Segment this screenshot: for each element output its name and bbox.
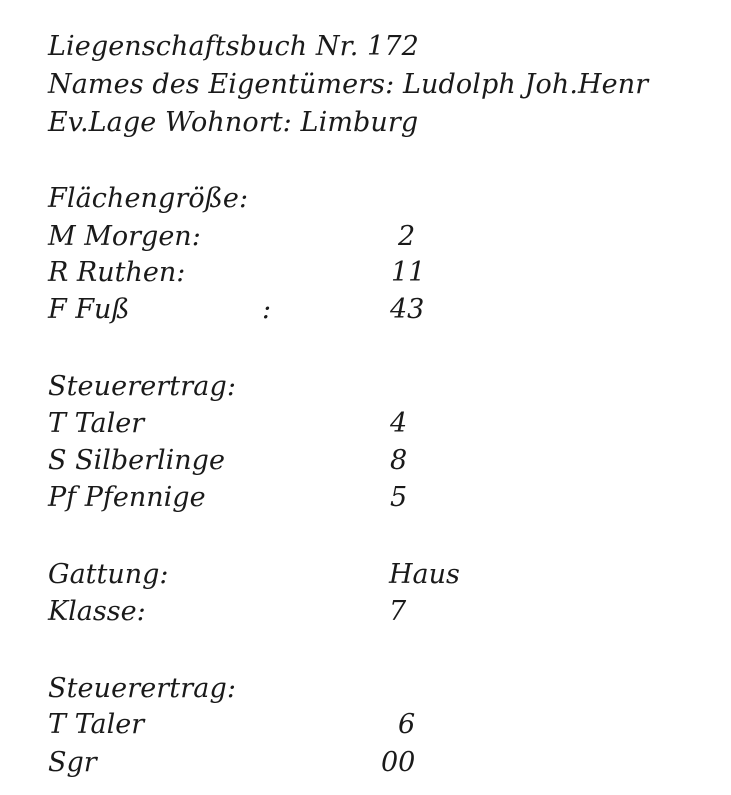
area-ruthen-value: 11 [391,257,426,288]
tax2-taler-value: 6 [398,709,416,740]
area-ruthen-label: R Ruthen: [48,257,186,288]
tax1-taler-value: 4 [390,408,408,439]
tax-yield-heading-2: Steuerertrag: [48,673,237,704]
tax2-taler-label: T Taler [48,709,145,740]
class-value: 7 [389,596,407,627]
area-morgen-value: 2 [398,221,416,252]
tax2-sgr-value: 00 [381,747,416,778]
register-title: Liegenschaftsbuch Nr. 172 [48,31,419,62]
area-morgen-label: M Morgen: [48,221,201,252]
tax-yield-heading-1: Steuerertrag: [48,371,237,402]
class-label: Klasse: [48,596,146,627]
tax1-silberlinge-value: 8 [390,445,408,476]
tax2-sgr-label: Sgr [48,747,97,778]
location-line: Ev.Lage Wohnort: Limburg [48,107,419,138]
type-value: Haus [389,559,460,590]
tax1-pfennige-label: Pf Pfennige [48,482,206,513]
tax1-silberlinge-label: S Silberlinge [48,445,225,476]
area-heading: Flächengröße: [48,183,249,214]
owner-name-line: Names des Eigentümers: Ludolph Joh.Henr [48,69,649,100]
area-fuss-label: F Fuß [48,294,130,325]
area-fuss-colon: : [262,294,272,325]
tax1-pfennige-value: 5 [390,482,408,513]
tax1-taler-label: T Taler [48,408,145,439]
type-label: Gattung: [48,559,169,590]
area-fuss-value: 43 [390,294,425,325]
